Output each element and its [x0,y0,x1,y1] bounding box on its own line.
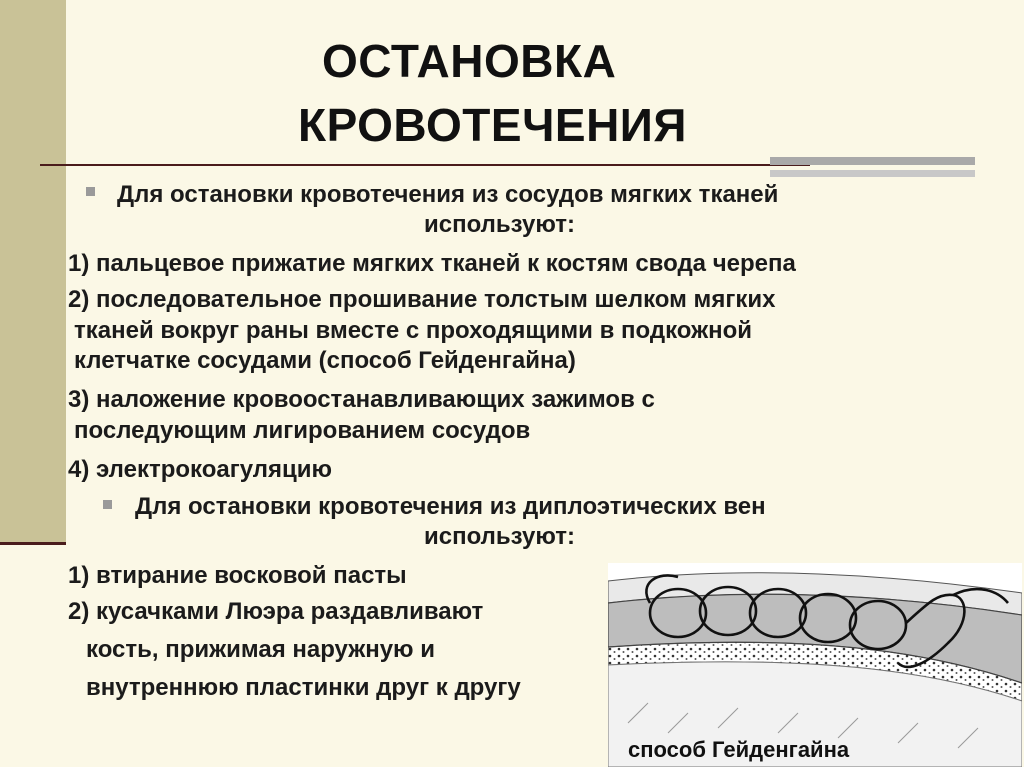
block1-item-1: 1) пальцевое прижатие мягких тканей к костям свода черепа [68,250,796,277]
block1-item-2-line-3: клетчатке сосудами (способ Гейденгайна) [74,347,576,374]
accent-divider [0,542,66,545]
left-accent-bar [0,0,66,544]
block1-item-3-line-1: 3) наложение кровоостанавливающих зажимов с [68,386,655,413]
block1-heading-line-1: Для остановки кровотечения из сосудов мягких тканей [117,181,779,208]
block2-heading-line-2: используют: [424,523,575,550]
block2-item-2-line-3: внутреннюю пластинки друг к другу [86,674,521,701]
bullet-square-icon [103,500,112,509]
title-line-1: ОСТАНОВКА [322,35,617,87]
block2-item-2-line-2: кость, прижимая наружную и [86,636,435,663]
block2-item-2-line-1: 2) кусачками Люэра раздавливают [68,598,484,625]
decor-bar-2 [770,170,975,177]
block1-item-2-line-2: тканей вокруг раны вместе с проходящими в подкожной [74,317,753,344]
block1-heading-line-2: используют: [424,211,575,238]
bullet-square-icon [86,187,95,196]
title-line-2: КРОВОТЕЧЕНИЯ [298,99,687,151]
title-underline [40,164,810,166]
figure-caption: способ Гейденгайна [628,737,850,762]
block1-item-3-line-2: последующим лигированием сосудов [74,417,531,444]
decor-bar-1 [770,157,975,165]
block1-item-2-line-1: 2) последовательное прошивание толстым шелком мягких [68,286,776,313]
block2-item-1: 1) втирание восковой пасты [68,562,407,589]
block1-item-4: 4) электрокоагуляцию [68,456,333,483]
block2-heading-line-1: Для остановки кровотечения из диплоэтических вен [135,493,766,520]
